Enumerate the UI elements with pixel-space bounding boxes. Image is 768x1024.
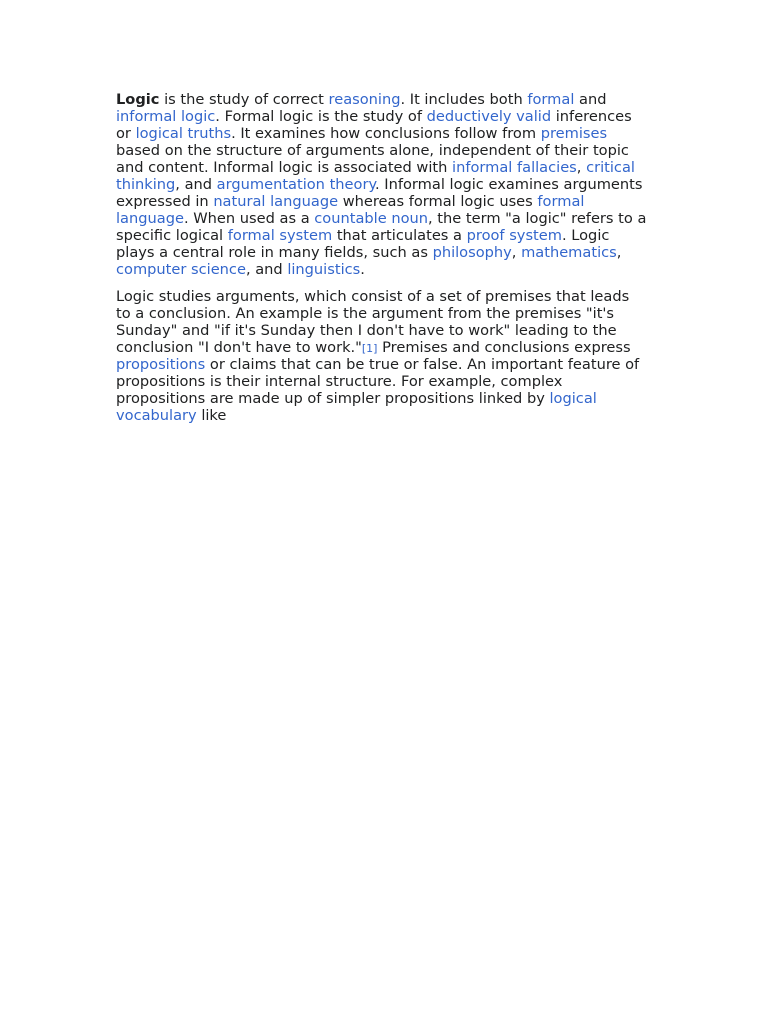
paragraph-text: like [196, 407, 227, 424]
paragraph-text: , and [175, 176, 217, 193]
paragraph-text: whereas formal logic uses [338, 193, 538, 210]
paragraph-text: . When used as a [183, 210, 315, 227]
link-formal-language[interactable]: formal language [116, 193, 585, 227]
link-formal-system[interactable]: formal system [227, 227, 333, 244]
article-body [116, 91, 648, 434]
link-critical-thinking[interactable]: critical thinking [116, 159, 635, 193]
paragraph-text: that articulates a [332, 227, 467, 244]
paragraph-text: Logic studies arguments, which consist of a set of premises that leads to a conclusion. An example is the argument from the premises "it's Sunday" and "if it's Sunday then I don't have to work" leading to the conclusion "I don't have to work." [116, 288, 630, 356]
link-philosophy[interactable]: philosophy [432, 244, 512, 261]
link-propositions[interactable]: propositions [116, 356, 206, 373]
paragraph-text: , and [245, 261, 288, 278]
paragraph-2 [116, 288, 648, 424]
paragraph-text: and [574, 91, 607, 108]
link-deductively-valid[interactable]: deductively valid [426, 108, 552, 125]
paragraph-text: based on the structure of arguments alone, independent of their topic and content. Informal logic is associated with [116, 142, 629, 176]
paragraph-text: . It examines how conclusions follow from [231, 125, 541, 142]
link-premises[interactable]: premises [540, 125, 608, 142]
paragraph-text: is the study of correct [159, 91, 329, 108]
paragraph-text: . It includes both [400, 91, 528, 108]
paragraph-text: , [576, 159, 587, 176]
link-logical-truths[interactable]: logical truths [135, 125, 232, 142]
link-logical-vocabulary[interactable]: logical vocabulary [116, 390, 597, 424]
link-informal-fallacies[interactable]: informal fallacies [452, 159, 577, 176]
paragraph-text: . [360, 261, 365, 278]
paragraph-text: Premises and conclusions express [377, 339, 631, 356]
paragraph-text: , [616, 244, 622, 261]
link-linguistics[interactable]: linguistics [287, 261, 361, 278]
link-reasoning[interactable]: reasoning [328, 91, 401, 108]
paragraph-text: . Formal logic is the study of [215, 108, 427, 125]
paragraph-text: , the term "a logic" refers to a specific logical [116, 210, 647, 244]
link-formal[interactable]: formal [527, 91, 575, 108]
paragraph-text: . Informal logic examines arguments expressed in [116, 176, 643, 210]
link-natural-language[interactable]: natural language [213, 193, 339, 210]
link-proof-system[interactable]: proof system [466, 227, 562, 244]
paragraph-text: inferences or [116, 108, 632, 142]
link-argumentation-theory[interactable]: argumentation theory [216, 176, 376, 193]
paragraph-text: , [511, 244, 522, 261]
paragraph-text: . Logic plays a central role in many fields, such as [116, 227, 610, 261]
link-computer-science[interactable]: computer science [116, 261, 246, 278]
paragraph-text: or claims that can be true or false. An important feature of propositions is their internal structure. For example, complex propositions are made up of simpler propositions linked by [116, 356, 640, 407]
link-mathematics[interactable]: mathematics [521, 244, 617, 261]
link-informal-logic[interactable]: informal logic [116, 108, 216, 125]
citation-link[interactable]: [1] [361, 342, 378, 355]
link-countable-noun[interactable]: countable noun [314, 210, 429, 227]
article-subject: Logic [116, 91, 160, 108]
paragraph-1 [116, 91, 648, 278]
